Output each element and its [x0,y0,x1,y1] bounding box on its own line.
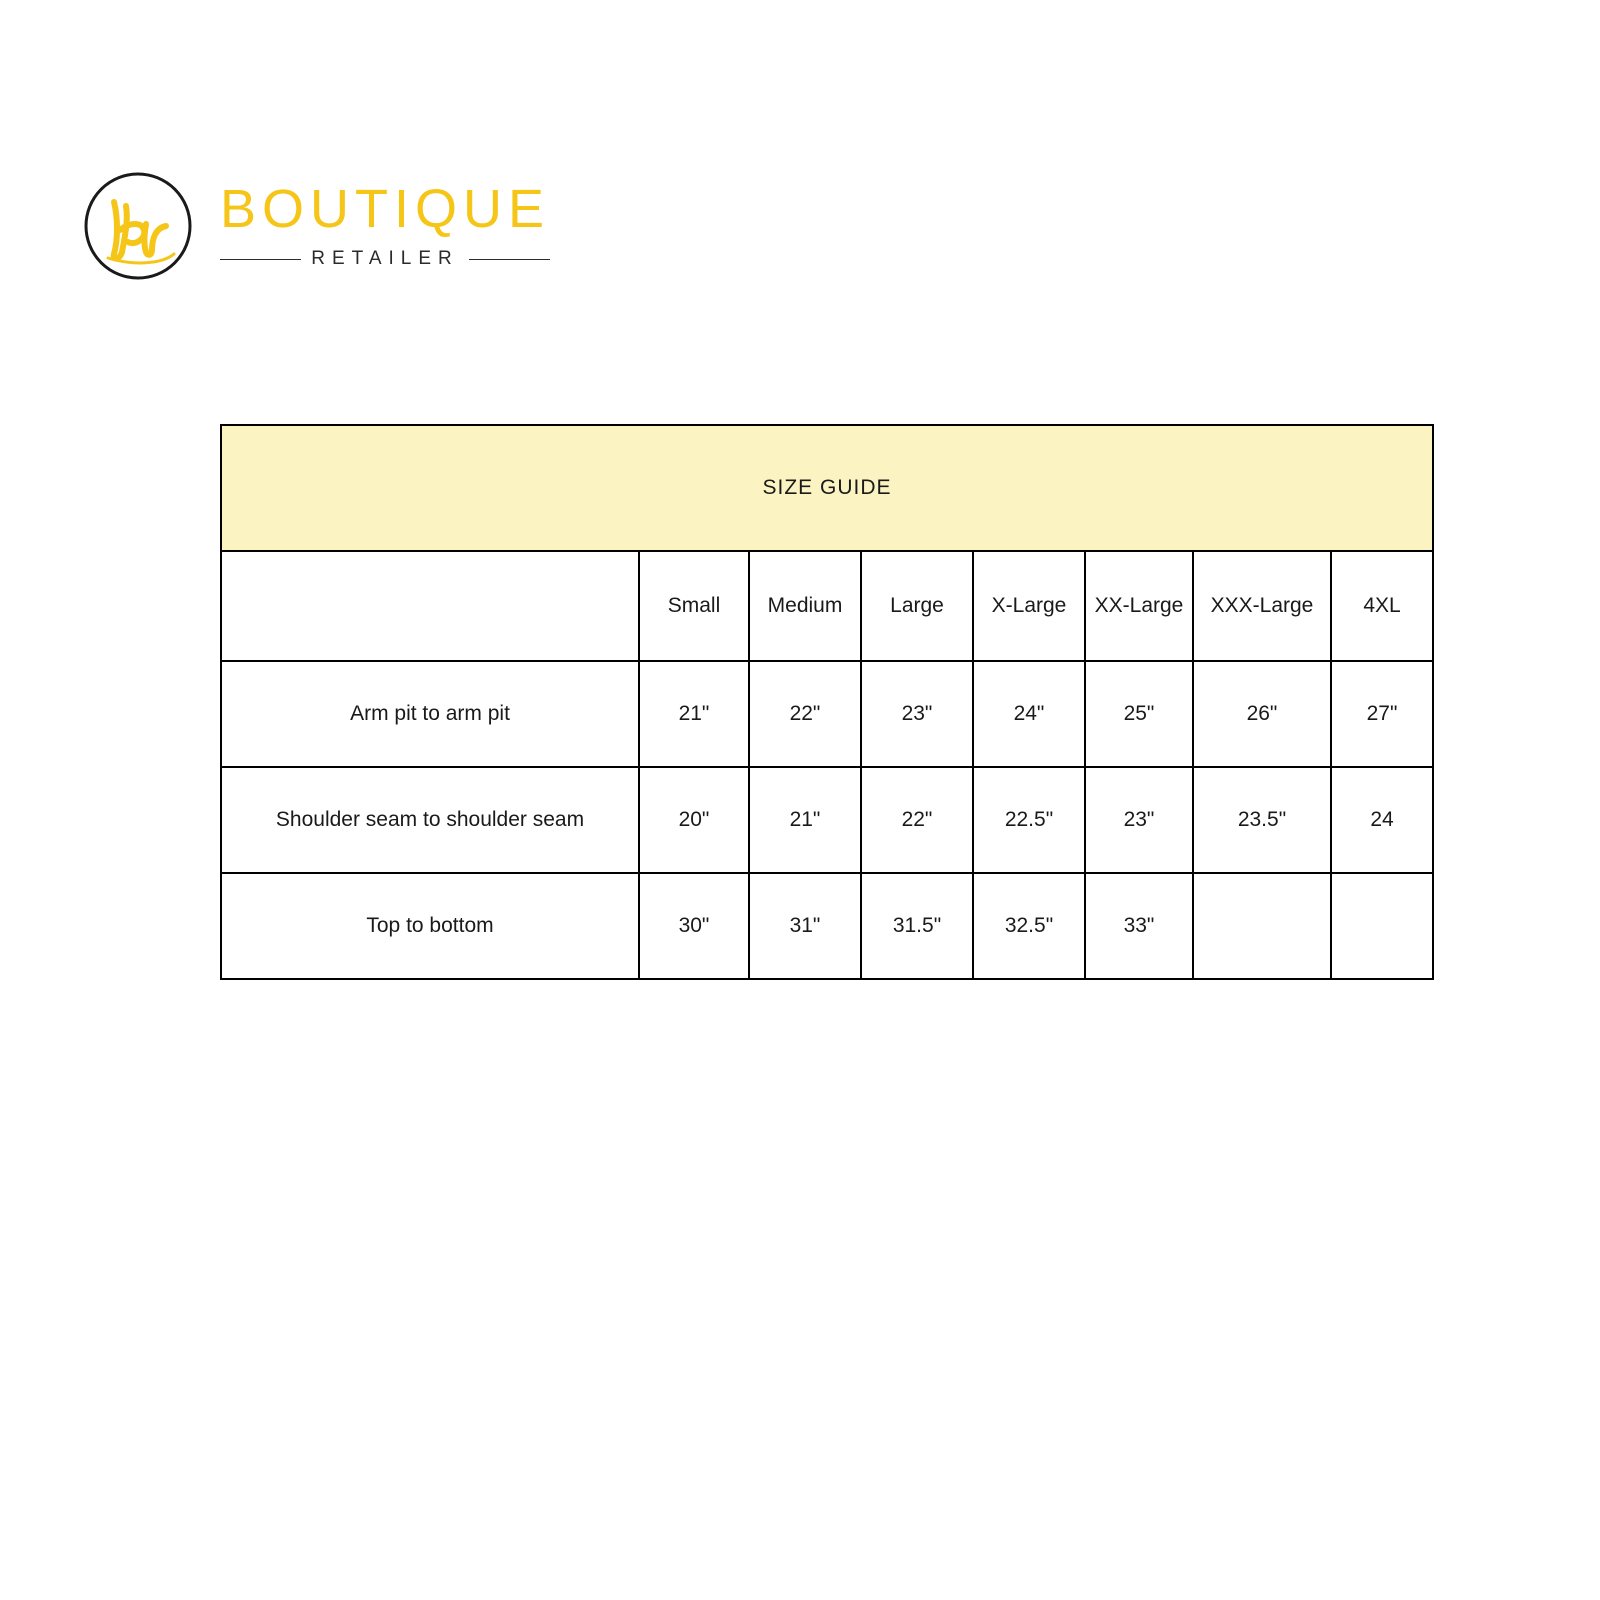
table-header-row [221,551,1433,661]
table-row [221,873,1433,979]
brand-tagline: RETAILER [311,248,459,269]
row-label-armpit: Arm pit to arm pit [221,661,639,767]
size-guide-table [220,424,1434,980]
table-row [221,661,1433,767]
table-title: SIZE GUIDE [221,425,1433,551]
column-header-medium: Medium [749,551,861,661]
column-header-small: Small [639,551,749,661]
cell-top-to-bottom-small: 30" [639,873,749,979]
cell-shoulder-small: 20" [639,767,749,873]
logo-rule-left [220,259,301,260]
column-header-x-large: X-Large [973,551,1085,661]
cell-top-to-bottom-large: 31.5" [861,873,973,979]
cell-top-to-bottom-xxx-large [1193,873,1331,979]
cell-top-to-bottom-xx-large: 33" [1085,873,1193,979]
cell-top-to-bottom-4xl [1331,873,1433,979]
cell-shoulder-x-large: 22.5" [973,767,1085,873]
cell-armpit-4xl: 27" [1331,661,1433,767]
cell-armpit-medium: 22" [749,661,861,767]
size-guide-table-container [220,424,1432,980]
cell-shoulder-xxx-large: 23.5" [1193,767,1331,873]
brand-name: BOUTIQUE [220,179,551,239]
brand-wordmark [220,179,551,270]
cell-shoulder-xx-large: 23" [1085,767,1193,873]
brand-logo [78,166,550,286]
cell-armpit-xxx-large: 26" [1193,661,1331,767]
cell-shoulder-large: 22" [861,767,973,873]
cell-shoulder-medium: 21" [749,767,861,873]
cell-armpit-xx-large: 25" [1085,661,1193,767]
column-header-4xl: 4XL [1331,551,1433,661]
column-header-xxx-large: XXX-Large [1193,551,1331,661]
cell-armpit-x-large: 24" [973,661,1085,767]
column-header-xx-large: XX-Large [1085,551,1193,661]
logo-rule-right [469,259,550,260]
cell-armpit-large: 23" [861,661,973,767]
cell-shoulder-4xl: 24 [1331,767,1433,873]
br-monogram-icon [78,166,198,286]
cell-top-to-bottom-medium: 31" [749,873,861,979]
table-title-row [221,425,1433,551]
column-header-large: Large [861,551,973,661]
table-row [221,767,1433,873]
cell-top-to-bottom-x-large: 32.5" [973,873,1085,979]
row-label-shoulder: Shoulder seam to shoulder seam [221,767,639,873]
header-corner-cell [221,551,639,661]
cell-armpit-small: 21" [639,661,749,767]
row-label-top-to-bottom: Top to bottom [221,873,639,979]
